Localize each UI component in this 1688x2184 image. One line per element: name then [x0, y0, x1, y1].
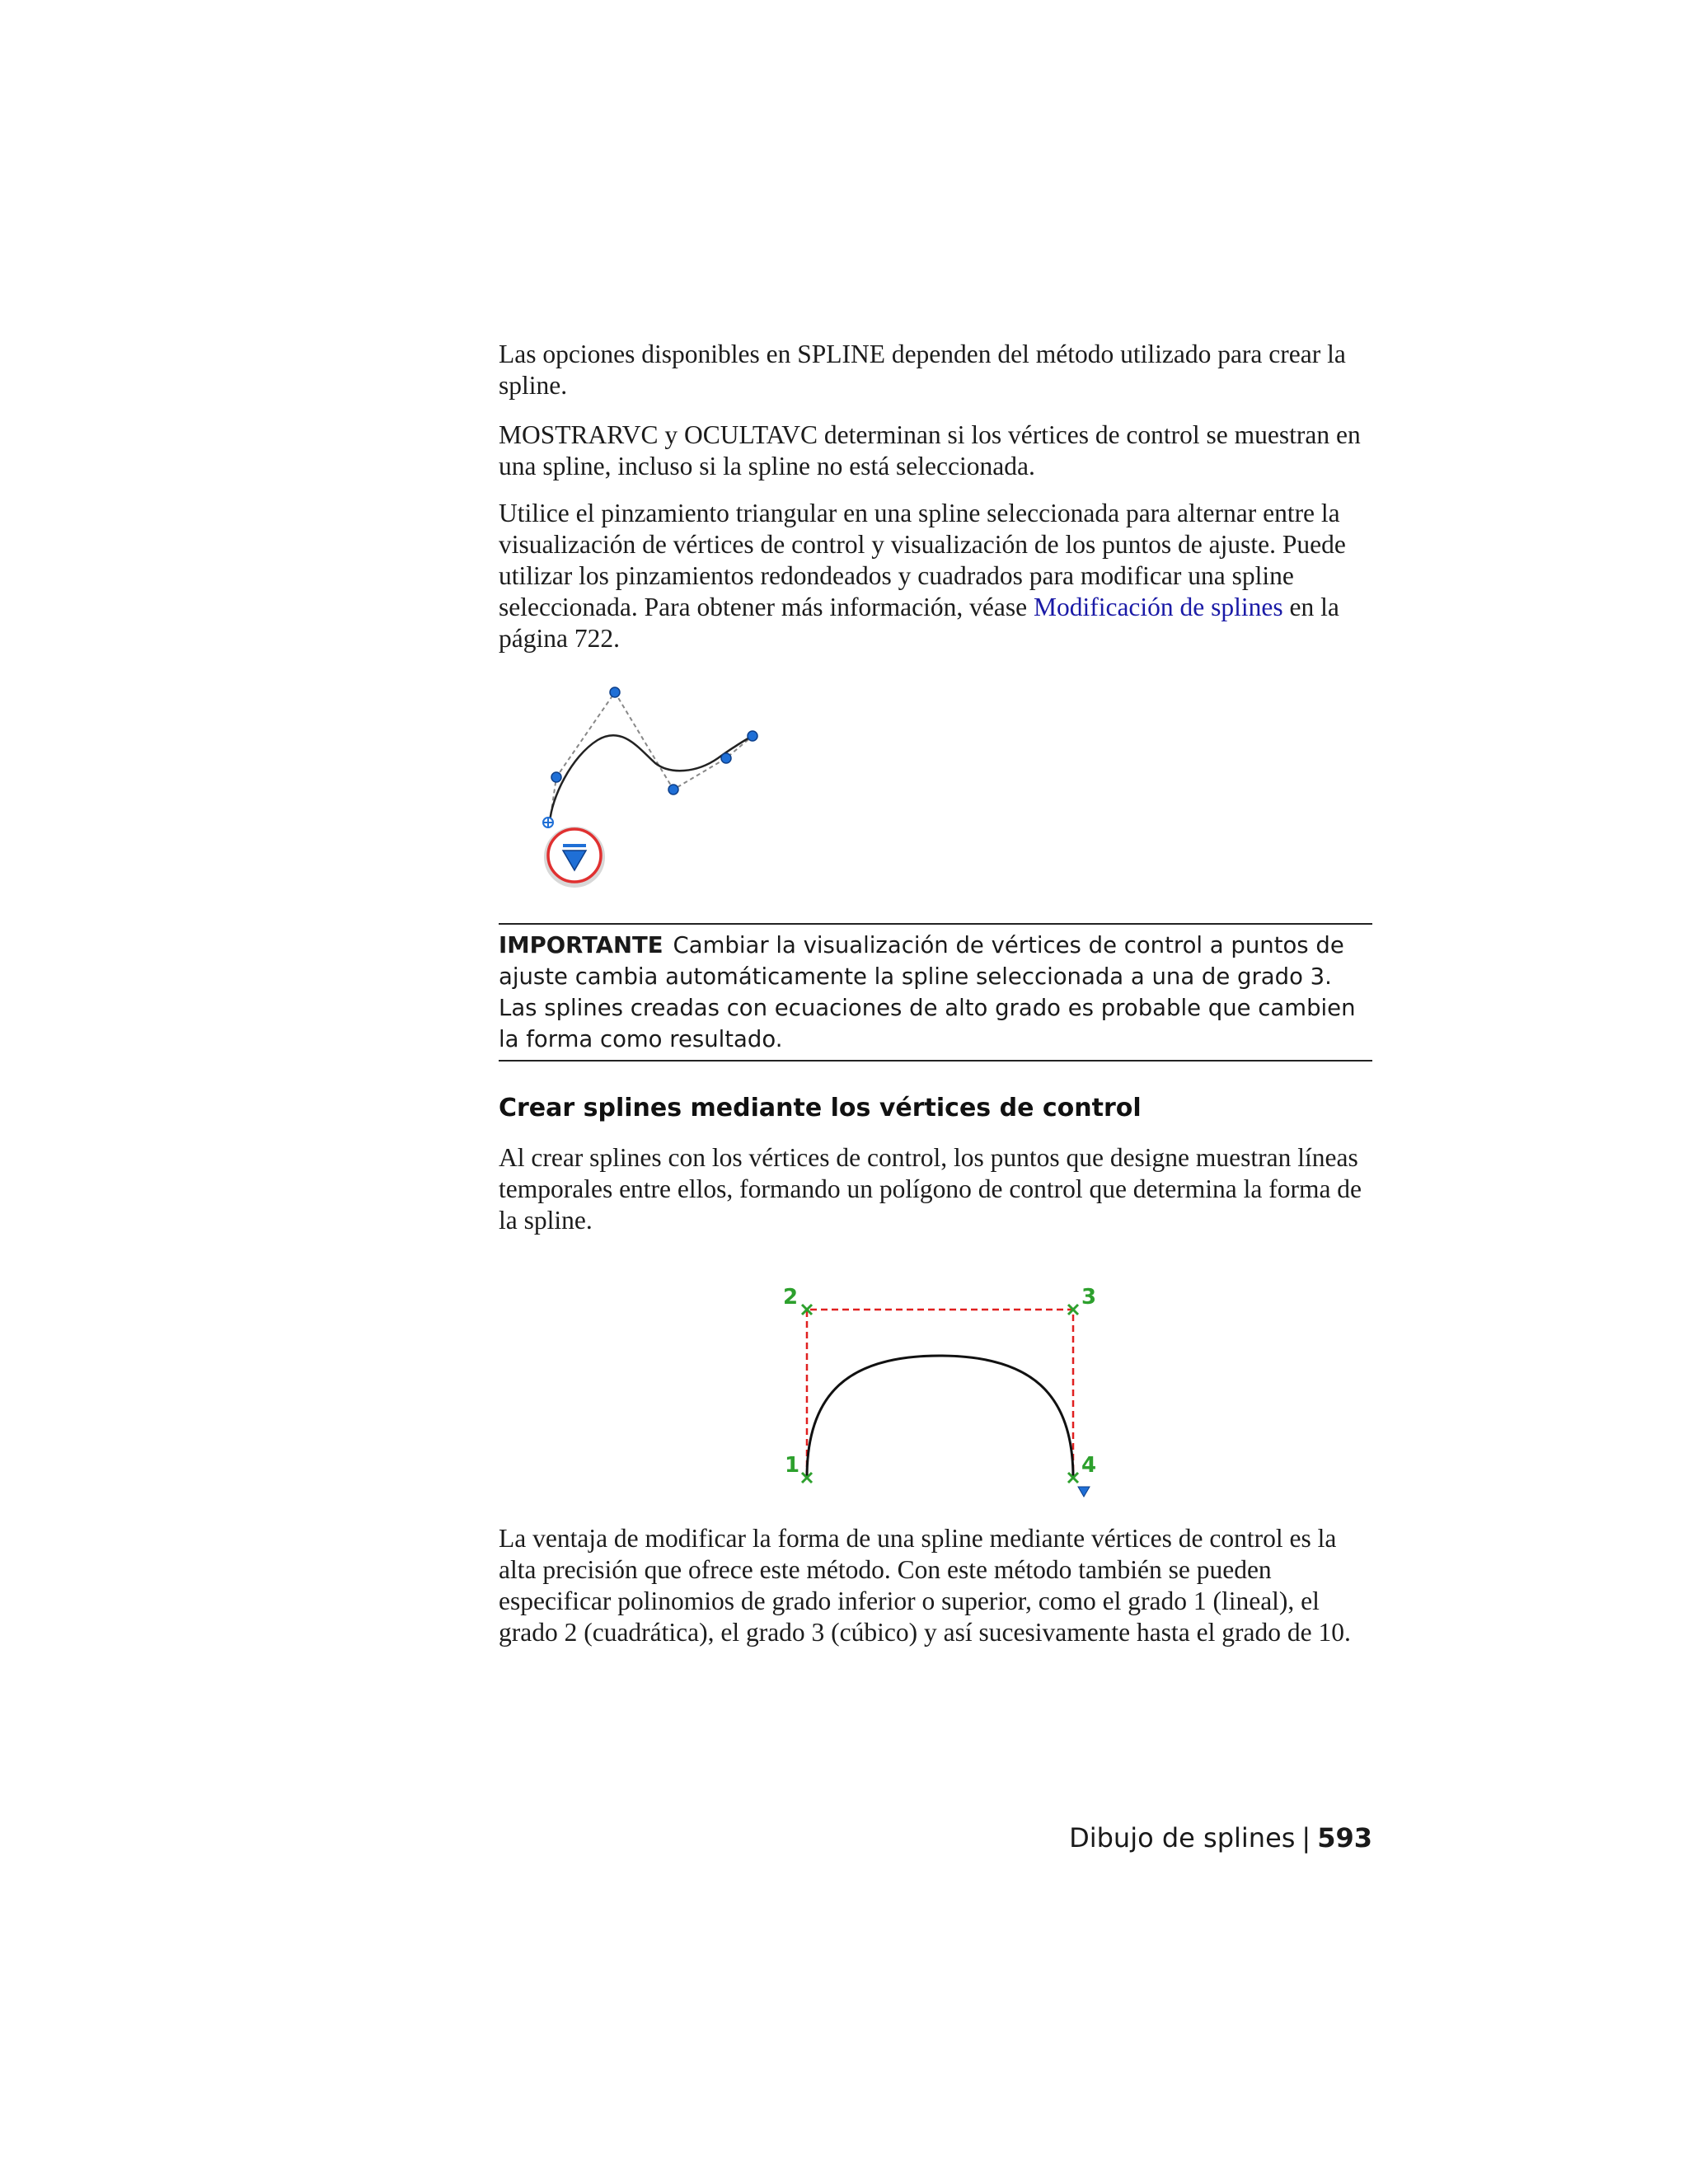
- paragraph-show-hide-cv: MOSTRARVC y OCULTAVC determinan si los vértices de control se muestran en una spline, incluso si la spline no está seleccionada.: [499, 420, 1361, 480]
- paragraph-text: en la página 722.: [499, 593, 1339, 653]
- figure-spline-control-vertices: [532, 674, 779, 888]
- vertex-label: 3: [1081, 1285, 1097, 1310]
- triangular-grip-icon[interactable]: [546, 829, 603, 885]
- footer-separator: |: [1301, 1822, 1311, 1854]
- link-modificacion-splines[interactable]: Modificación de splines: [1033, 593, 1283, 621]
- note-label: IMPORTANTE: [499, 932, 663, 958]
- important-note: [499, 923, 1372, 1062]
- paragraph-create-cv: Al crear splines con los vértices de control, los puntos que designe muestran líneas temporales entre ellos, formando un polígono de control que determina la forma de la spline.: [499, 1143, 1362, 1235]
- vertex-label: 1: [785, 1453, 800, 1478]
- spline-curve: [807, 1356, 1073, 1478]
- footer-section-title: Dibujo de splines: [1069, 1822, 1296, 1854]
- control-vertex[interactable]: [748, 731, 757, 741]
- triangle-grip-icon[interactable]: [1078, 1487, 1090, 1497]
- paragraph-triangular-grip: [499, 498, 1372, 654]
- page-footer: [1069, 1821, 1372, 1854]
- spline-curve: [550, 735, 753, 823]
- note-text: Cambiar la visualización de vértices de control a puntos de ajuste cambia automáticamente la spline seleccionada a una de grado 3. Las splines creadas con ecuaciones de alto grado es probable que cambien la forma como resultado.: [499, 932, 1356, 1052]
- vertex-label: 4: [1081, 1453, 1097, 1478]
- control-vertex[interactable]: [668, 785, 678, 794]
- control-vertex[interactable]: [610, 687, 620, 697]
- page-number: 593: [1317, 1822, 1372, 1854]
- paragraph-cv-advantage: La ventaja de modificar la forma de una spline mediante vértices de control es la alta precisión que ofrece este método. Con este método también se pueden especificar polinomios de grado inferior o superior, como el grado 1 (lineal), el grado 2 (cuadrática), el grado 3 (cúbico) y así sucesivamente hasta el grado de 10.: [499, 1524, 1351, 1647]
- start-point-grip[interactable]: [543, 818, 553, 827]
- vertex-label: 2: [783, 1285, 799, 1310]
- figure-control-polygon: [775, 1277, 1113, 1508]
- paragraph-text: Utilice el pinzamiento triangular en una spline seleccionada para alternar entre la visualización de vértices de control y visualización de los puntos de ajuste. Puede utilizar los pinzamientos redondeados y cuadrados para modificar una spline seleccionada. Para obtener más información, véase: [499, 499, 1346, 621]
- control-vertex[interactable]: [721, 753, 731, 763]
- control-vertex[interactable]: [551, 772, 561, 782]
- section-heading: Crear splines mediante los vértices de control: [499, 1094, 1142, 1122]
- paragraph-spline-options: Las opciones disponibles en SPLINE dependen del método utilizado para crear la spline.: [499, 340, 1346, 400]
- control-polygon: [807, 1310, 1073, 1478]
